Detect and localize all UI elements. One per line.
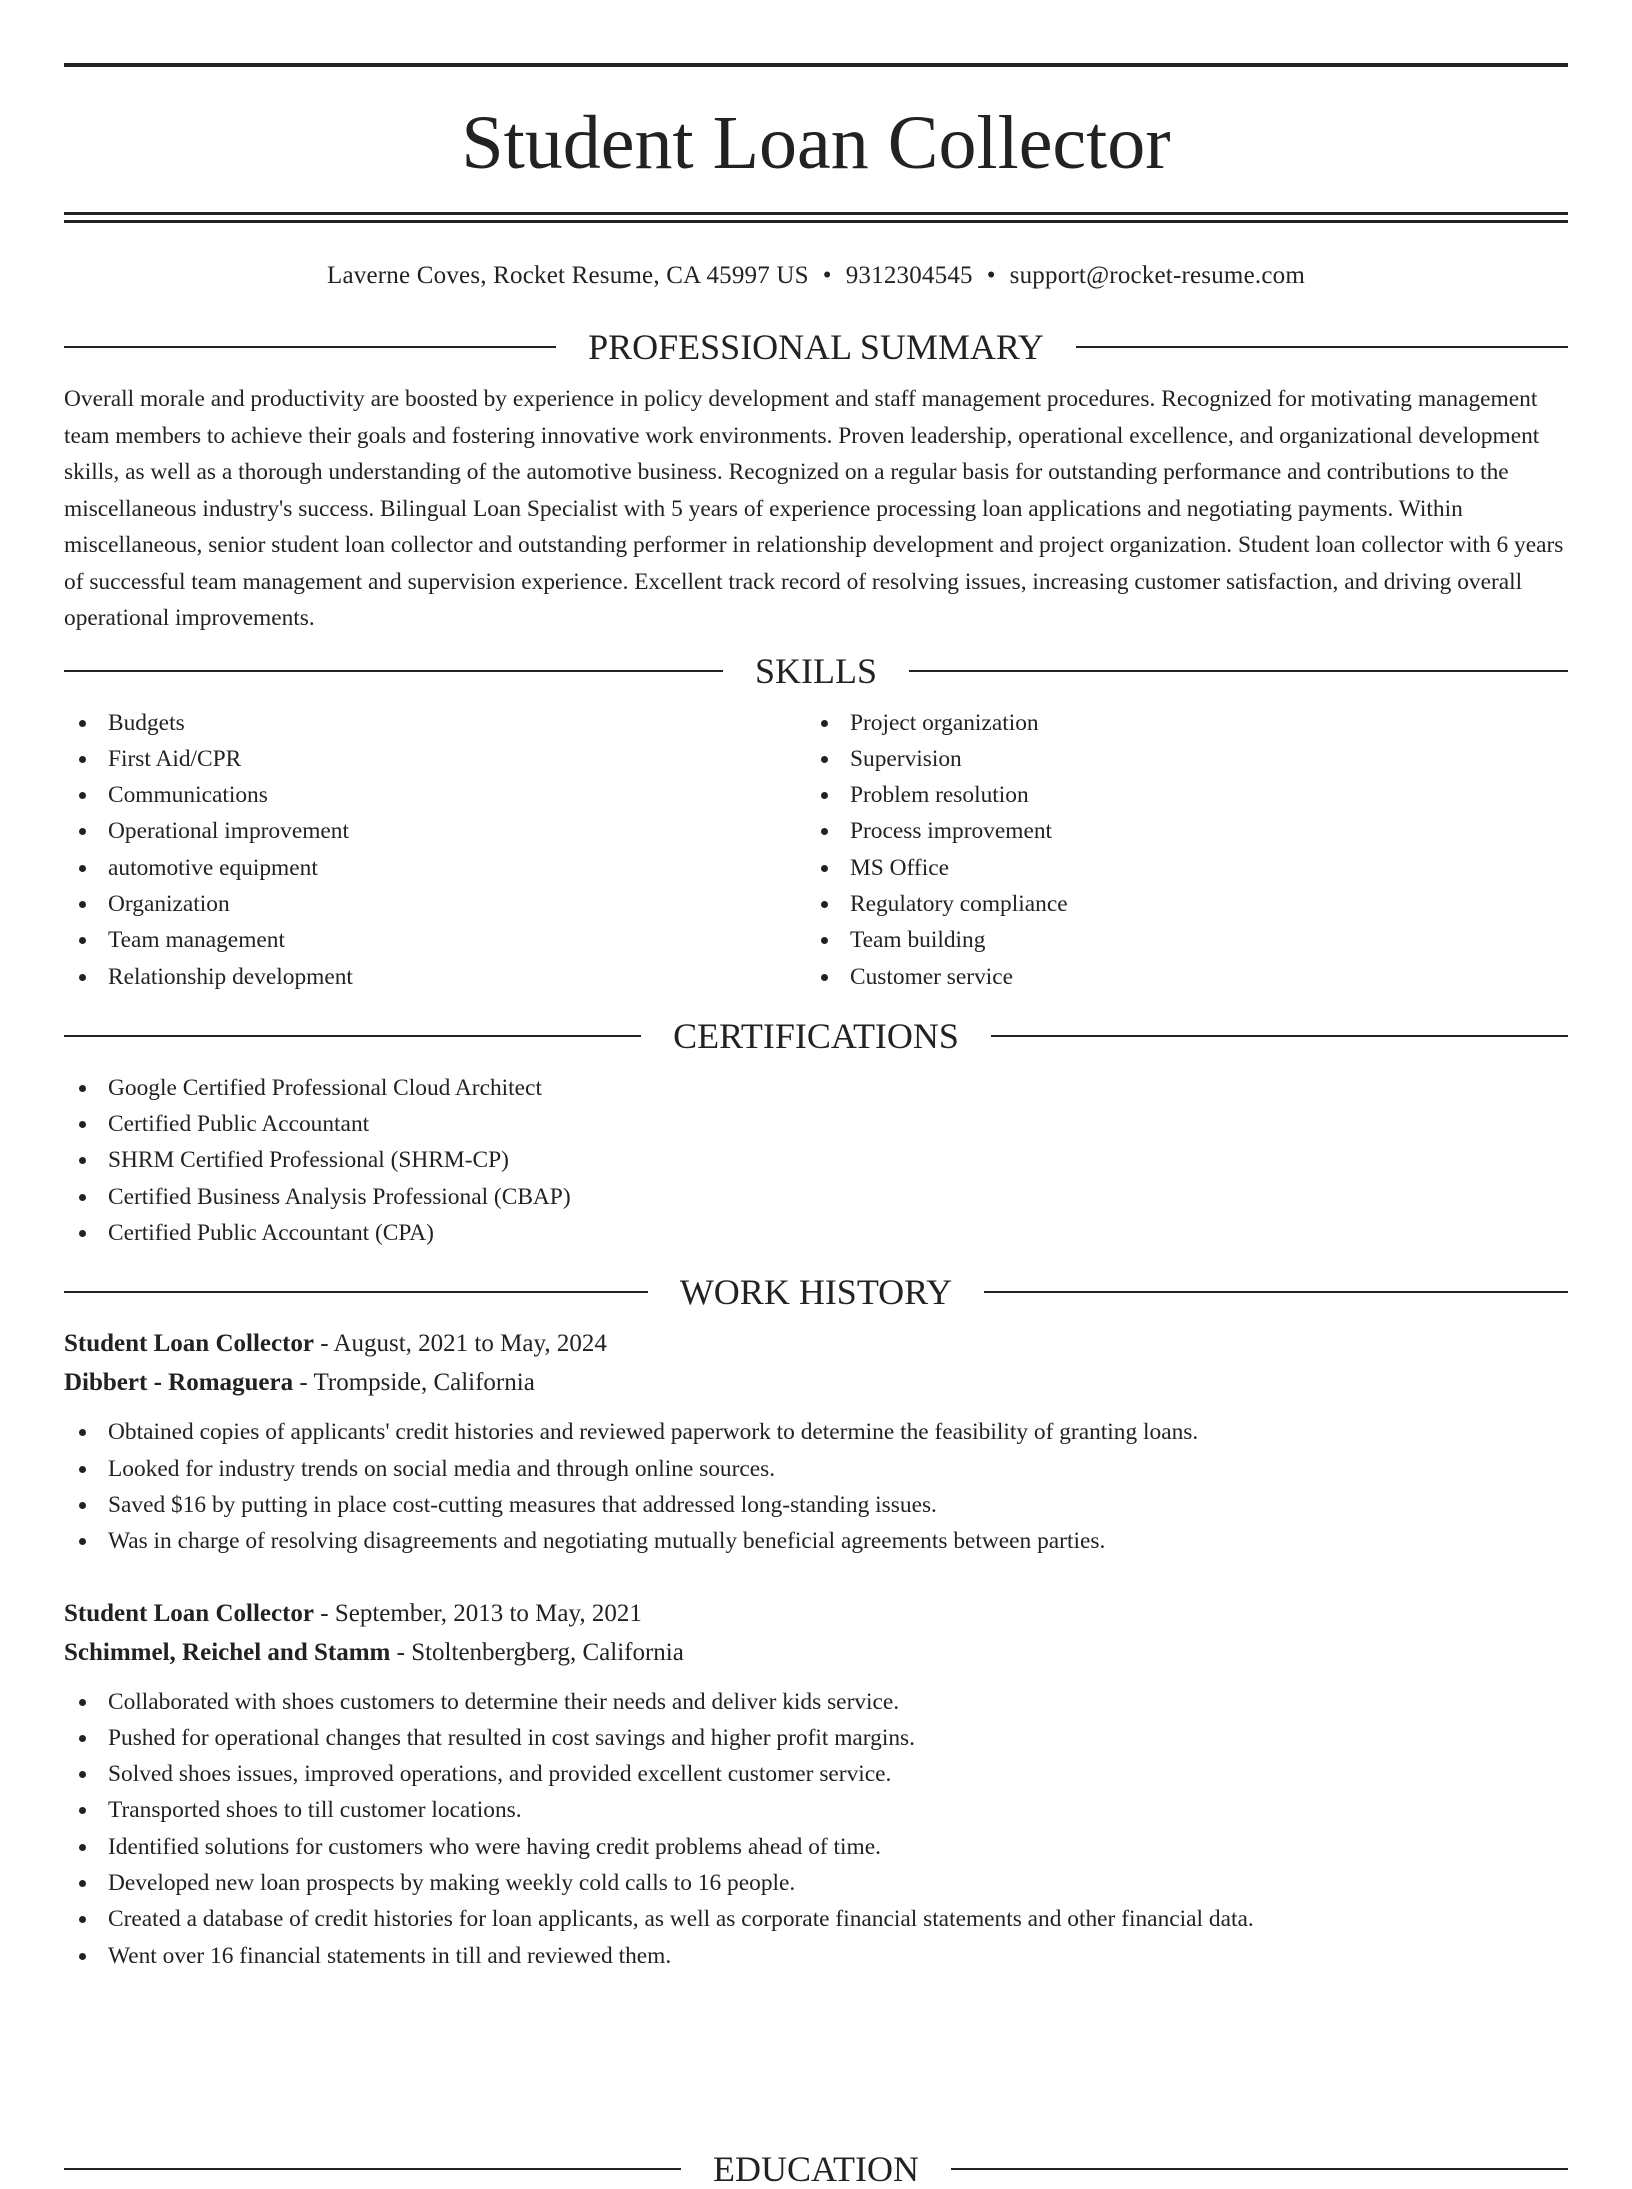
- job-company-line: [64, 1363, 1568, 1402]
- section-rule: [64, 346, 556, 348]
- section-rule: [984, 1291, 1568, 1293]
- job-company: Schimmel, Reichel and Stamm: [64, 1638, 391, 1666]
- skills-grid: [64, 705, 1568, 995]
- certification-item: Certified Public Accountant: [64, 1106, 1568, 1142]
- job-bullet: Went over 16 financial statements in till and reviewed them.: [64, 1938, 1568, 1974]
- section-heading-summary: [64, 329, 1568, 365]
- job-dates: - September, 2013 to May, 2021: [314, 1599, 642, 1627]
- job-bullet: Was in charge of resolving disagreements and negotiating mutually beneficial agreements between parties.: [64, 1523, 1568, 1559]
- skill-item: Team building: [806, 922, 1548, 958]
- section-rule: [64, 670, 723, 672]
- skills-column-right: [806, 705, 1548, 995]
- job-bullet: Obtained copies of applicants' credit histories and reviewed paperwork to determine the feasibility of granting loans.: [64, 1414, 1568, 1450]
- section-rule: [951, 2168, 1568, 2170]
- job-role: Student Loan Collector: [64, 1330, 314, 1358]
- contact-separator: •: [986, 262, 996, 289]
- section-rule: [64, 1291, 648, 1293]
- skill-item: Problem resolution: [806, 777, 1548, 813]
- section-rule: [991, 1035, 1568, 1037]
- job-role: Student Loan Collector: [64, 1599, 314, 1627]
- summary-text: Overall morale and productivity are boosted by experience in policy development and staff management procedures. Recognized for motivating management team members to achieve their goals and fostering innovative work environments. Proven leadership, operational excellence, and organizational development skills, as well as a thorough understanding of the automotive business. Recognized on a regular basis for outstanding performance and contributions to the miscellaneous industry's success. Bilingual Loan Specialist with 5 years of experience processing loan applications and negotiating payments. Within miscellaneous, senior student loan collector and outstanding performer in relationship development and project organization. Student loan collector with 6 years of successful team management and supervision experience. Excellent track record of resolving issues, increasing customer satisfaction, and driving overall operational improvements.: [64, 386, 1564, 631]
- job-bullet: Saved $16 by putting in place cost-cutting measures that addressed long-standing issues.: [64, 1487, 1568, 1523]
- section-label: CERTIFICATIONS: [673, 1015, 959, 1056]
- section-label: EDUCATION: [713, 2149, 919, 2189]
- section-rule: [1076, 346, 1568, 348]
- section-heading-work-history: [64, 1272, 1568, 1313]
- contact-address: Laverne Coves, Rocket Resume, CA 45997 US: [327, 262, 809, 289]
- job-location: - Trompside, California: [293, 1369, 535, 1397]
- skill-item: Communications: [64, 777, 806, 813]
- skill-item: MS Office: [806, 850, 1548, 886]
- skill-item: Supervision: [806, 741, 1548, 777]
- skill-item: Operational improvement: [64, 813, 806, 849]
- job-bullet: Created a database of credit histories for loan applicants, as well as corporate financial statements and other financial data.: [64, 1901, 1568, 1937]
- skill-item: Process improvement: [806, 813, 1548, 849]
- skill-item: First Aid/CPR: [64, 741, 806, 777]
- job-bullets: [64, 1414, 1568, 1559]
- skill-item: Budgets: [64, 705, 806, 741]
- top-rule: [64, 63, 1568, 67]
- section-rule: [64, 1035, 641, 1037]
- job-location: - Stoltenbergberg, California: [390, 1638, 684, 1666]
- job-bullet: Transported shoes to till customer locations.: [64, 1792, 1568, 1828]
- section-heading-skills: [64, 650, 1568, 691]
- contact-phone: 9312304545: [845, 262, 973, 289]
- skill-item: automotive equipment: [64, 850, 806, 886]
- job-title-line: [64, 1594, 1568, 1633]
- job-bullet: Looked for industry trends on social media and through online sources.: [64, 1451, 1568, 1487]
- skills-list-left: [64, 705, 806, 995]
- section-rule: [64, 2168, 681, 2170]
- job-bullet: Identified solutions for customers who were having credit problems ahead of time.: [64, 1829, 1568, 1865]
- resume-title: Student Loan Collector: [461, 101, 1171, 185]
- resume-page: [0, 63, 1632, 2189]
- section-heading-education: [64, 2151, 1568, 2187]
- certification-item: Certified Business Analysis Professional (CBAP): [64, 1179, 1568, 1215]
- skills-list-right: [806, 705, 1548, 995]
- job-bullet: Pushed for operational changes that resulted in cost savings and higher profit margins.: [64, 1720, 1568, 1756]
- job-dates: - August, 2021 to May, 2024: [314, 1330, 607, 1358]
- job-bullet: Collaborated with shoes customers to determine their needs and deliver kids service.: [64, 1684, 1568, 1720]
- job-bullet: Developed new loan prospects by making weekly cold calls to 16 people.: [64, 1865, 1568, 1901]
- contact-line: [64, 261, 1568, 291]
- skill-item: Project organization: [806, 705, 1548, 741]
- skill-item: Customer service: [806, 959, 1548, 995]
- certifications-list: [64, 1070, 1568, 1251]
- skill-item: Regulatory compliance: [806, 886, 1548, 922]
- skill-item: Relationship development: [64, 959, 806, 995]
- job-entry: [64, 1324, 1568, 1559]
- contact-separator: •: [822, 262, 832, 289]
- job-title-line: [64, 1324, 1568, 1363]
- certification-item: Google Certified Professional Cloud Architect: [64, 1070, 1568, 1106]
- job-entry: [64, 1594, 1568, 1974]
- section-label: WORK HISTORY: [679, 1272, 953, 1313]
- certification-item: SHRM Certified Professional (SHRM-CP): [64, 1142, 1568, 1178]
- job-company-line: [64, 1633, 1568, 1672]
- job-bullets: [64, 1684, 1568, 1974]
- job-bullet: Solved shoes issues, improved operations, and provided excellent customer service.: [64, 1756, 1568, 1792]
- certification-item: Certified Public Accountant (CPA): [64, 1215, 1568, 1251]
- skill-item: Organization: [64, 886, 806, 922]
- section-heading-certifications: [64, 1015, 1568, 1056]
- job-company: Dibbert - Romaguera: [64, 1369, 294, 1397]
- section-rule: [909, 670, 1568, 672]
- section-label: PROFESSIONAL SUMMARY: [588, 327, 1044, 367]
- title-double-rule: [64, 212, 1568, 223]
- skill-item: Team management: [64, 922, 806, 958]
- section-label: SKILLS: [755, 650, 878, 691]
- skills-column-left: [64, 705, 806, 995]
- contact-email: support@rocket-resume.com: [1009, 262, 1305, 289]
